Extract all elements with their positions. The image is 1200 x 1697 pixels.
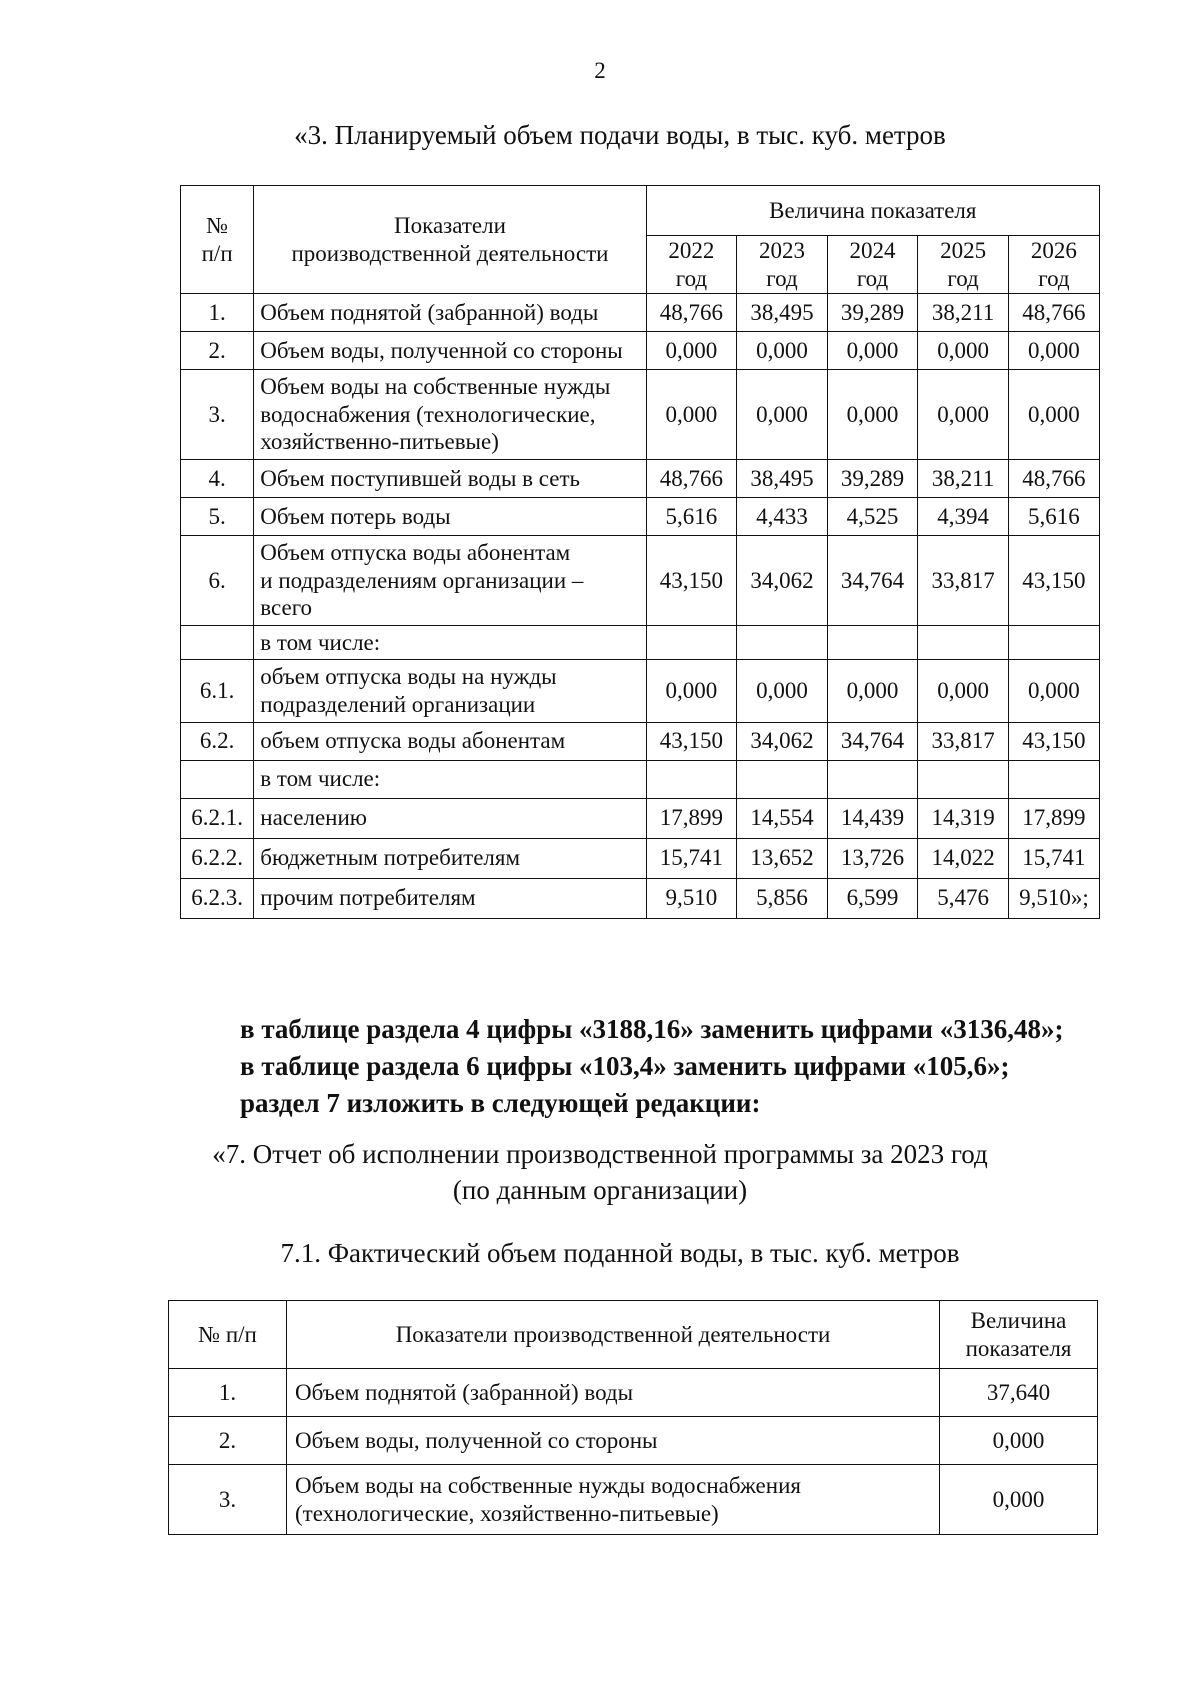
row-value: 17,899: [1008, 798, 1099, 838]
row-value: 14,439: [827, 798, 918, 838]
t2-row-num: 3.: [169, 1465, 287, 1535]
row-value: 17,899: [646, 798, 737, 838]
row-value: 5,616: [1008, 497, 1099, 535]
row-value: 15,741: [1008, 838, 1099, 878]
row-value: 6,599: [827, 878, 918, 918]
row-value: 4,433: [737, 497, 828, 535]
row-value: 0,000: [827, 332, 918, 370]
row-indicator: Объем поднятой (забранной) воды: [254, 294, 646, 332]
header-num: № п/п: [181, 186, 254, 294]
row-indicator: объем отпуска воды абонентам: [254, 722, 646, 760]
row-value: 43,150: [1008, 535, 1099, 625]
row-value: [1008, 625, 1099, 660]
header-indicators: Показатели производственной деятельности: [254, 186, 646, 294]
row-value: [918, 760, 1009, 798]
row-value: [646, 625, 737, 660]
row-value: 9,510»;: [1008, 878, 1099, 918]
row-value: 43,150: [1008, 722, 1099, 760]
row-value: 0,000: [1008, 332, 1099, 370]
table-row: [181, 838, 1100, 878]
t2-row-value: 0,000: [940, 1417, 1098, 1465]
row-indicator: в том числе:: [254, 625, 646, 660]
row-value: 43,150: [646, 535, 737, 625]
row-value: 48,766: [1008, 459, 1099, 497]
row-value: 0,000: [827, 370, 918, 460]
row-indicator: Объем отпуска воды абонентам и подразделениям организации – всего: [254, 535, 646, 625]
t2-header-value: Величина показателя: [940, 1301, 1098, 1369]
table-row: [181, 370, 1100, 460]
row-value: 0,000: [1008, 370, 1099, 460]
row-value: 0,000: [827, 660, 918, 722]
row-value: 15,741: [646, 838, 737, 878]
table-row: [181, 760, 1100, 798]
row-value: 34,062: [737, 535, 828, 625]
row-value: 0,000: [737, 332, 828, 370]
row-value: 38,495: [737, 294, 828, 332]
t2-row-indicator: Объем воды, полученной со стороны: [287, 1417, 940, 1465]
row-value: 0,000: [1008, 660, 1099, 722]
row-indicator: бюджетным потребителям: [254, 838, 646, 878]
t2-row-value: 37,640: [940, 1369, 1098, 1417]
section71-title: 7.1. Фактический объем поданной воды, в тыс. куб. метров: [280, 1238, 960, 1268]
row-value: 5,616: [646, 497, 737, 535]
table-row: [169, 1417, 1098, 1465]
row-value: 0,000: [918, 370, 1009, 460]
row-indicator: населению: [254, 798, 646, 838]
page-number: 2: [594, 58, 606, 83]
row-value: 43,150: [646, 722, 737, 760]
row-value: 14,022: [918, 838, 1009, 878]
actual-water-table: [168, 1300, 1098, 1535]
table-row: [181, 459, 1100, 497]
row-indicator: Объем поступившей воды в сеть: [254, 459, 646, 497]
row-value: [918, 625, 1009, 660]
row-value: 48,766: [646, 294, 737, 332]
row-value: 4,394: [918, 497, 1009, 535]
row-value: 0,000: [646, 660, 737, 722]
row-indicator: Объем воды на собственные нужды водоснабжения (технологические, хозяйственно-питьевые): [254, 370, 646, 460]
row-value: 0,000: [646, 370, 737, 460]
table-row: [181, 878, 1100, 918]
row-num: 6.2.1.: [181, 798, 254, 838]
row-indicator: объем отпуска воды на нужды подразделений организации: [254, 660, 646, 722]
row-num: 4.: [181, 459, 254, 497]
row-value: 9,510: [646, 878, 737, 918]
t2-row-value: 0,000: [940, 1465, 1098, 1535]
row-num: 6.2.: [181, 722, 254, 760]
header-year: 2026 год: [1008, 236, 1099, 294]
row-num: 5.: [181, 497, 254, 535]
row-num: 6.: [181, 535, 254, 625]
row-value: 5,476: [918, 878, 1009, 918]
row-value: 0,000: [737, 370, 828, 460]
table-row: [181, 497, 1100, 535]
row-indicator: Объем воды, полученной со стороны: [254, 332, 646, 370]
row-value: 39,289: [827, 459, 918, 497]
row-num: [181, 625, 254, 660]
table-row: [181, 535, 1100, 625]
row-num: 3.: [181, 370, 254, 460]
row-value: 38,211: [918, 459, 1009, 497]
row-value: 48,766: [646, 459, 737, 497]
row-num: 6.2.3.: [181, 878, 254, 918]
header-year: 2022 год: [646, 236, 737, 294]
table-row: [181, 625, 1100, 660]
table-row: [181, 722, 1100, 760]
row-num: 2.: [181, 332, 254, 370]
table-row: [181, 332, 1100, 370]
row-value: 0,000: [918, 332, 1009, 370]
row-value: 34,764: [827, 535, 918, 625]
table-row: [181, 660, 1100, 722]
row-value: [737, 760, 828, 798]
row-value: 14,319: [918, 798, 1009, 838]
t2-row-indicator: Объем поднятой (забранной) воды: [287, 1369, 940, 1417]
t2-row-num: 2.: [169, 1417, 287, 1465]
row-value: 34,764: [827, 722, 918, 760]
table-row: [181, 294, 1100, 332]
row-value: 33,817: [918, 722, 1009, 760]
header-year: 2023 год: [737, 236, 828, 294]
row-value: [1008, 760, 1099, 798]
t2-row-indicator: Объем воды на собственные нужды водоснабжения (технологические, хозяйственно-питьевые): [287, 1465, 940, 1535]
t2-header-indicators: Показатели производственной деятельности: [287, 1301, 940, 1369]
row-value: [646, 760, 737, 798]
section7-title: «7. Отчет об исполнении производственной программы за 2023 год (по данным организации): [212, 1139, 988, 1205]
row-indicator: Объем потерь воды: [254, 497, 646, 535]
row-num: 1.: [181, 294, 254, 332]
row-value: 5,856: [737, 878, 828, 918]
row-value: 14,554: [737, 798, 828, 838]
row-indicator: в том числе:: [254, 760, 646, 798]
row-value: 4,525: [827, 497, 918, 535]
row-value: 13,652: [737, 838, 828, 878]
row-value: 13,726: [827, 838, 918, 878]
row-indicator: прочим потребителям: [254, 878, 646, 918]
header-year: 2025 год: [918, 236, 1009, 294]
row-value: 0,000: [646, 332, 737, 370]
row-value: [827, 760, 918, 798]
paragraph-2: в таблице раздела 6 цифры «103,4» заменить цифрами «105,6»;: [240, 1051, 1010, 1081]
row-value: 39,289: [827, 294, 918, 332]
row-value: 0,000: [918, 660, 1009, 722]
table-row: [169, 1465, 1098, 1535]
paragraph-3: раздел 7 изложить в следующей редакции:: [240, 1088, 761, 1118]
row-value: [737, 625, 828, 660]
row-num: 6.2.2.: [181, 838, 254, 878]
t2-header-num: № п/п: [169, 1301, 287, 1369]
table-row: [169, 1369, 1098, 1417]
row-value: 48,766: [1008, 294, 1099, 332]
header-value-group: Величина показателя: [646, 186, 1099, 236]
paragraph-1: в таблице раздела 4 цифры «3188,16» заменить цифрами «3136,48»;: [240, 1014, 1064, 1044]
planned-water-table: [180, 185, 1100, 919]
row-value: 0,000: [737, 660, 828, 722]
table-row: [181, 798, 1100, 838]
row-value: [827, 625, 918, 660]
header-year: 2024 год: [827, 236, 918, 294]
row-num: 6.1.: [181, 660, 254, 722]
row-value: 38,211: [918, 294, 1009, 332]
row-value: 38,495: [737, 459, 828, 497]
row-num: [181, 760, 254, 798]
row-value: 33,817: [918, 535, 1009, 625]
section3-title: «3. Планируемый объем подачи воды, в тыс. куб. метров: [294, 120, 946, 150]
row-value: 34,062: [737, 722, 828, 760]
t2-row-num: 1.: [169, 1369, 287, 1417]
